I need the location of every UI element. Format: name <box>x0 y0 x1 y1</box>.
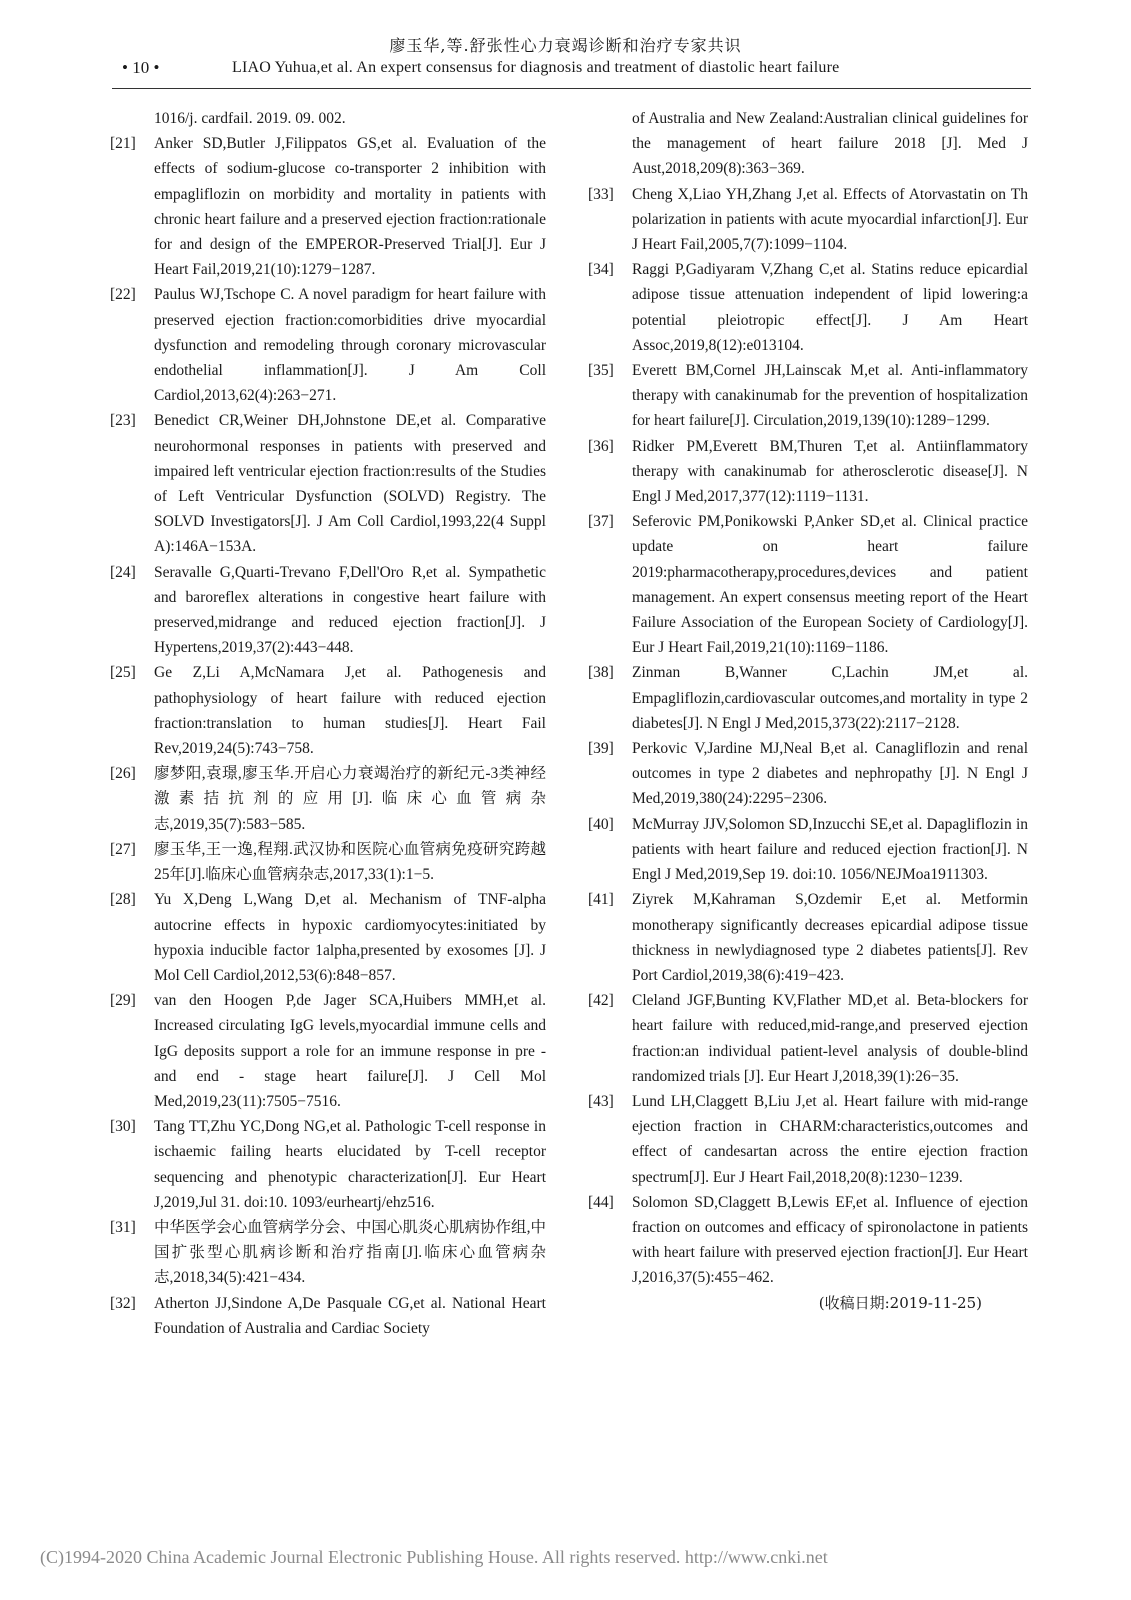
reference-text: 廖玉华,王一逸,程翔.武汉协和医院心血管病免疫研究跨越25年[J].临床心血管病杂志,2017,33(1):1−5. <box>154 840 546 884</box>
reference-text: Ridker PM,Everett BM,Thuren T,et al. Antiinflammatory therapy with canakinumab for atherosclerotic disease[J]. N Engl J Med,2017,377(12):1119−1131. <box>632 437 1028 506</box>
reference-item <box>110 560 546 661</box>
reference-item <box>588 358 1028 434</box>
reference-text: Everett BM,Cornel JH,Lainscak M,et al. Anti-inflammatory therapy with canakinumab for the prevention of hospitalization for heart failure[J]. Circulation,2019,139(10):1289−1299. <box>632 362 1028 430</box>
reference-item <box>110 1114 546 1215</box>
reference-text: Atherton JJ,Sindone A,De Pasquale CG,et al. National Heart Foundation of Australia and Cardiac Society <box>154 1294 546 1337</box>
reference-item <box>588 736 1028 812</box>
reference-index: [35] <box>588 362 614 380</box>
reference-item <box>588 988 1028 1089</box>
reference-index: [36] <box>588 437 614 455</box>
reference-text: van den Hoogen P,de Jager SCA,Huibers MMH,et al. Increased circulating IgG levels,myocardial immune cells and IgG deposits support a role for an immune response in pre - and end - stage heart failure[J]. J Cell Mol Med,2019,23(11):7505−7516. <box>154 992 546 1110</box>
reference-index: [22] <box>110 286 136 304</box>
reference-list-left <box>110 131 546 1341</box>
reference-index: [43] <box>588 1092 614 1110</box>
reference-text: Cleland JGF,Bunting KV,Flather MD,et al. Beta-blockers for heart failure with reduced,mid-range,and preserved ejection fraction:an individual patient-level analysis of double-blind randomized trials [J]. Eur Heart J,2018,39(1):26−35. <box>632 992 1028 1085</box>
reference-index: [37] <box>588 513 614 531</box>
right-column <box>588 106 1028 1316</box>
reference-index: [40] <box>588 815 614 833</box>
reference-text: Raggi P,Gadiyaram V,Zhang C,et al. Statins reduce epicardial adipose tissue attenuation independent of lipid lowering:a potential pleiotropic effect[J]. J Am Heart Assoc,2019,8(12):e013104. <box>632 261 1028 354</box>
reference-index: [34] <box>588 261 614 279</box>
reference-text: Anker SD,Butler J,Filippatos GS,et al. Evaluation of the effects of sodium-glucose co-transporter 2 inhibition with empagliflozin on morbidity and mortality in patients with chronic heart failure and a preserved ejection fraction:rationale for and design of the EMPEROR-Preserved Trial[J]. Eur J Heart Fail,2019,21(10):1279−1287. <box>154 135 546 279</box>
reference-index: [27] <box>110 840 136 858</box>
reference-item <box>110 1291 546 1341</box>
reference-item <box>110 887 546 988</box>
reference-index: [28] <box>110 891 136 909</box>
reference-text: Lund LH,Claggett B,Liu J,et al. Heart failure with mid-range ejection fraction in CHARM:characteristics,outcomes and effect of candesartan across the entire ejection fraction spectrum[J]. Eur J Heart Fail,2018,20(8):1230−1239. <box>632 1092 1028 1186</box>
reference-item <box>110 761 546 837</box>
running-title-en: LIAO Yuhua,et al. An expert consensus for diagnosis and treatment of diastolic heart failure <box>232 59 840 76</box>
reference-continuation: of Australia and New Zealand:Australian clinical guidelines for the management of heart failure 2018 [J]. Med J Aust,2018,209(8):363−369. <box>632 110 1028 178</box>
page-number: • 10 • <box>122 58 160 77</box>
reference-index: [29] <box>110 992 136 1010</box>
reference-list-right <box>588 182 1028 1291</box>
reference-text: Perkovic V,Jardine MJ,Neal B,et al. Canagliflozin and renal outcomes in type 2 diabetes and nephropathy [J]. N Engl J Med,2019,380(24):2295−2306. <box>632 740 1028 808</box>
reference-item <box>588 812 1028 888</box>
reference-continuation: 1016/j. cardfail. 2019. 09. 002. <box>154 110 346 127</box>
reference-index: [39] <box>588 740 614 758</box>
reference-index: [26] <box>110 765 136 783</box>
reference-index: [42] <box>588 992 614 1010</box>
reference-text: 中华医学会心血管病学分会、中国心肌炎心肌病协作组,中国扩张型心肌病诊断和治疗指南[J].临床心血管病杂志,2018,34(5):421−434. <box>154 1218 546 1287</box>
reference-index: [31] <box>110 1218 136 1236</box>
running-title-cn: 廖玉华,等.舒张性心力衰竭诊断和治疗专家共识 <box>389 36 742 55</box>
reference-text: Paulus WJ,Tschope C. A novel paradigm for heart failure with preserved ejection fraction:comorbidities drive myocardial dysfunction and remodeling through coronary microvascular endothelial inflammation[J]. J Am Coll Cardiol,2013,62(4):263−271. <box>154 286 546 405</box>
reference-text: Ziyrek M,Kahraman S,Ozdemir E,et al. Metformin monotherapy significantly decreases epicardial adipose tissue thickness in newlydiagnosed type 2 diabetes patients[J]. Rev Port Cardiol,2019,38(6):419−423. <box>632 891 1028 984</box>
received-date: (收稿日期:2019-11-25) <box>818 1293 982 1312</box>
reference-text: Tang TT,Zhu YC,Dong NG,et al. Pathologic T-cell response in ischaemic failing hearts elucidated by T-cell receptor sequencing and phenotypic characterization[J]. Eur Heart J,2019,Jul 31. doi:10. 1093/eurheartj/ehz516. <box>154 1118 546 1211</box>
reference-item <box>588 660 1028 736</box>
reference-item <box>588 509 1028 660</box>
reference-item <box>588 257 1028 358</box>
reference-item <box>588 1190 1028 1291</box>
reference-item <box>588 434 1028 510</box>
reference-index: [38] <box>588 664 614 682</box>
reference-item <box>588 1089 1028 1190</box>
reference-text: Cheng X,Liao YH,Zhang J,et al. Effects of Atorvastatin on Th polarization in patients with acute myocardial infarction[J]. Eur J Heart Fail,2005,7(7):1099−1104. <box>632 185 1028 254</box>
reference-index: [24] <box>110 563 136 581</box>
left-column <box>110 106 546 1341</box>
copyright-footer: (C)1994-2020 China Academic Journal Electronic Publishing House. All rights reserved. http://www.cnki.net <box>40 1547 828 1567</box>
reference-index: [32] <box>110 1294 136 1312</box>
reference-text: Zinman B,Wanner C,Lachin JM,et al. Empagliflozin,cardiovascular outcomes,and mortality in type 2 diabetes[J]. N Engl J Med,2015,373(22):2117−2128. <box>632 664 1028 732</box>
reference-text: 廖梦阳,袁璟,廖玉华.开启心力衰竭治疗的新纪元-3类神经激素拮抗剂的应用[J].临床心血管病杂志,2019,35(7):583−585. <box>154 765 546 833</box>
reference-index: [44] <box>588 1193 614 1211</box>
reference-text: McMurray JJV,Solomon SD,Inzucchi SE,et al. Dapagliflozin in patients with heart failure and reduced ejection fraction[J]. N Engl J Med,2019,Sep 19. doi:10. 1056/NEJMoa1911303. <box>632 815 1028 884</box>
reference-text: Solomon SD,Claggett B,Lewis EF,et al. Influence of ejection fraction on outcomes and efficacy of spironolactone in patients with heart failure with preserved ejection fraction[J]. Eur Heart J,2016,37(5):455−462. <box>632 1193 1028 1287</box>
reference-item <box>588 182 1028 258</box>
reference-text: Yu X,Deng L,Wang D,et al. Mechanism of TNF-alpha autocrine effects in hypoxic cardiomyocytes:initiated by hypoxia inducible factor 1alpha,presented by exosomes [J]. J Mol Cell Cardiol,2012,53(6):848−857. <box>154 891 546 984</box>
reference-item <box>110 1215 546 1291</box>
reference-item <box>110 282 546 408</box>
reference-text: Benedict CR,Weiner DH,Johnstone DE,et al. Comparative neurohormonal responses in patients with preserved and impaired left ventricular ejection fraction:results of the Studies of Left Ventricular Dysfunction (SOLVD) Registry. The SOLVD Investigators[J]. J Am Coll Cardiol,1993,22(4 Suppl A):146A−153A. <box>154 412 546 556</box>
reference-text: Seferovic PM,Ponikowski P,Anker SD,et al. Clinical practice update on heart failure 2019:pharmacotherapy,procedures,devices and patient management. An expert consensus meeting report of the Heart Failure Association of the European Society of Cardiology[J]. Eur J Heart Fail,2019,21(10):1169−1186. <box>632 513 1028 657</box>
reference-item <box>110 660 546 761</box>
reference-index: [33] <box>588 185 614 203</box>
reference-item <box>110 131 546 282</box>
reference-index: [25] <box>110 664 136 682</box>
reference-item <box>110 408 546 559</box>
reference-index: [30] <box>110 1118 136 1136</box>
reference-item <box>588 887 1028 988</box>
reference-text: Seravalle G,Quarti-Trevano F,Dell'Oro R,et al. Sympathetic and baroreflex alterations in congestive heart failure with preserved,midrange and reduced ejection fraction[J]. J Hypertens,2019,37(2):443−448. <box>154 563 546 657</box>
reference-index: [21] <box>110 135 136 153</box>
reference-index: [23] <box>110 412 136 430</box>
page-header <box>0 0 1131 90</box>
reference-index: [41] <box>588 891 614 909</box>
reference-item <box>110 837 546 887</box>
reference-item <box>110 988 546 1114</box>
header-rule <box>112 88 1031 89</box>
reference-text: Ge Z,Li A,McNamara J,et al. Pathogenesis and pathophysiology of heart failure with reduced ejection fraction:translation to human studies[J]. Heart Fail Rev,2019,24(5):743−758. <box>154 664 546 758</box>
